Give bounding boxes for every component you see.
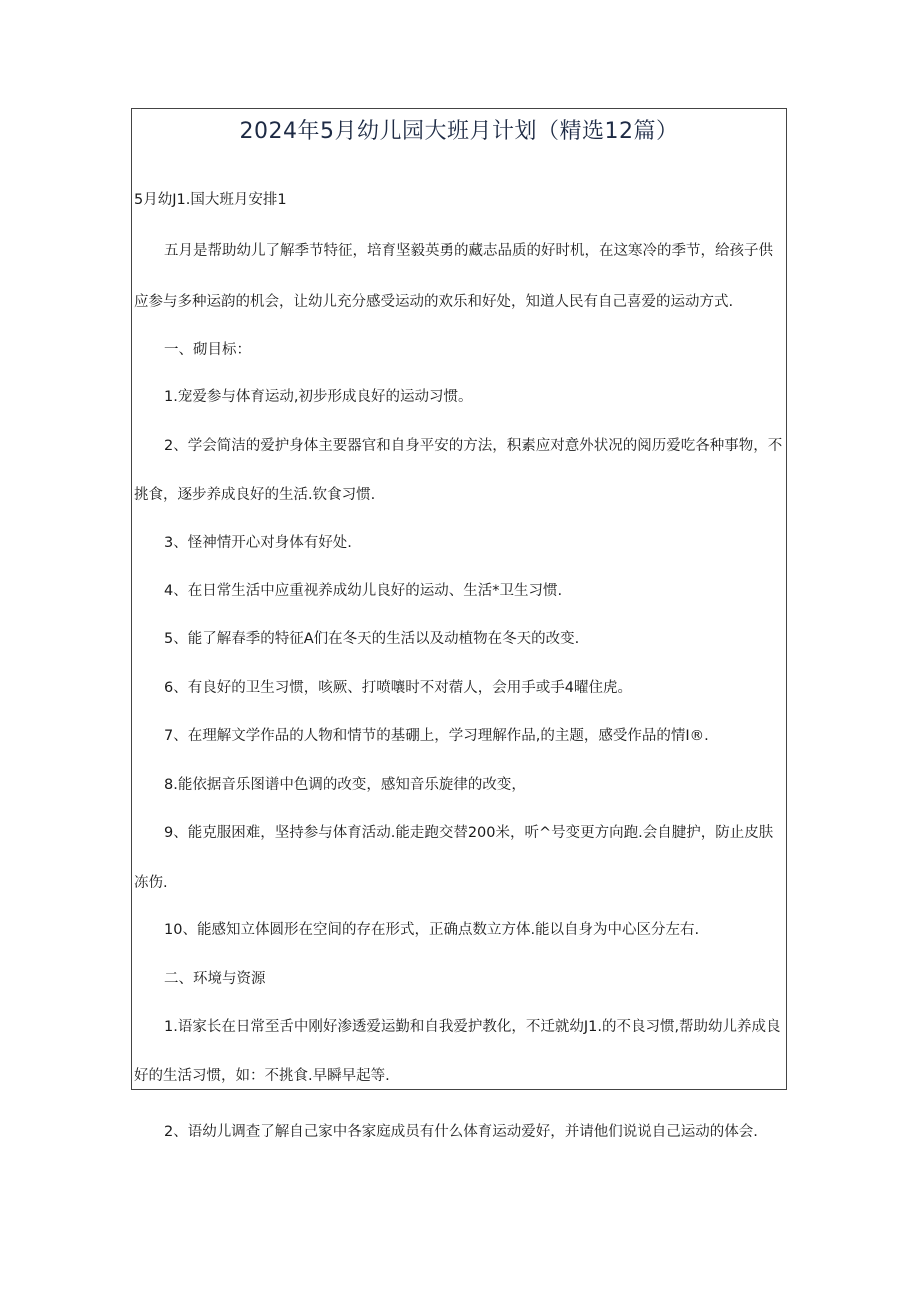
goal-4: 4、在日常生活中应重视养成幼儿良好的运动、生活*卫生习惯. bbox=[164, 583, 563, 599]
goals-heading: 一、砌目标： bbox=[164, 342, 251, 358]
intro-line-1: 五月是帮助幼儿了解季节特征，培育坚毅英勇的藏志品质的好时机，在这寒冷的季节，给孩子供 bbox=[164, 243, 773, 259]
document-title: 2024年5月幼儿园大班月计划（精选12篇） bbox=[239, 119, 679, 144]
goal-9-line-1: 9、能克服困难，坚持参与体育活动.能走跑交替200米，听^号变更方向跑.会自腱护，防止皮肤 bbox=[164, 825, 774, 841]
env-item-2: 2、语幼儿调查了解自己家中各家庭成员有什么体育运动爱好，并请他们说说自己运动的体会. bbox=[164, 1124, 758, 1140]
goal-3: 3、怪神情开心对身体有好处. bbox=[164, 535, 352, 551]
env-item-1-line-2: 好的生活习惯，如：不挑食.早瞬早起等. bbox=[134, 1068, 390, 1084]
goal-8: 8.能依据音乐图谱中色调的改变，感知音乐旋律的改变， bbox=[164, 777, 526, 793]
goal-9-line-2: 冻伤. bbox=[134, 875, 168, 891]
goal-2-line-1: 2、学会简洁的爱护身体主要器官和自身平安的方法，积素应对意外状况的阅历爱吃各种事物，不 bbox=[164, 438, 783, 454]
goal-1: 1.宠爱参与体育运动,初步形成良好的运动习惯。 bbox=[164, 389, 473, 405]
goal-2-line-2: 挑食，逐步养成良好的生活.钦食习惯. bbox=[134, 487, 376, 503]
intro-line-2: 应参与多种运韵的机会，让幼儿充分感受运动的欢乐和好处，知道人民有自己喜爱的运动方式. bbox=[134, 294, 734, 310]
env-heading: 二、环境与资源 bbox=[164, 971, 266, 987]
goal-6: 6、有良好的卫生习惯，咳厥、打喷嚷时不对蓿人，会用手或手4曜住虎。 bbox=[164, 680, 632, 696]
goal-5: 5、能了解春季的特征A们在冬天的生活以及动植物在冬天的改变. bbox=[164, 631, 580, 647]
goal-10: 10、能感知立体圆形在空间的存在形式，正确点数立方体.能以自身为中心区分左右. bbox=[164, 922, 700, 938]
env-item-1-line-1: 1.语家长在日常至舌中刚好渗透爱运勤和自我爱护教化，不迁就幼J1.的不良习惯,帮助幼儿养成良 bbox=[164, 1019, 781, 1035]
goal-7: 7、在理解文学作品的人物和情节的基硼上，学习理解作品,的主题，感受作品的情I®. bbox=[164, 728, 709, 744]
section-heading: 5月幼J1.国大班月安排1 bbox=[134, 192, 287, 208]
